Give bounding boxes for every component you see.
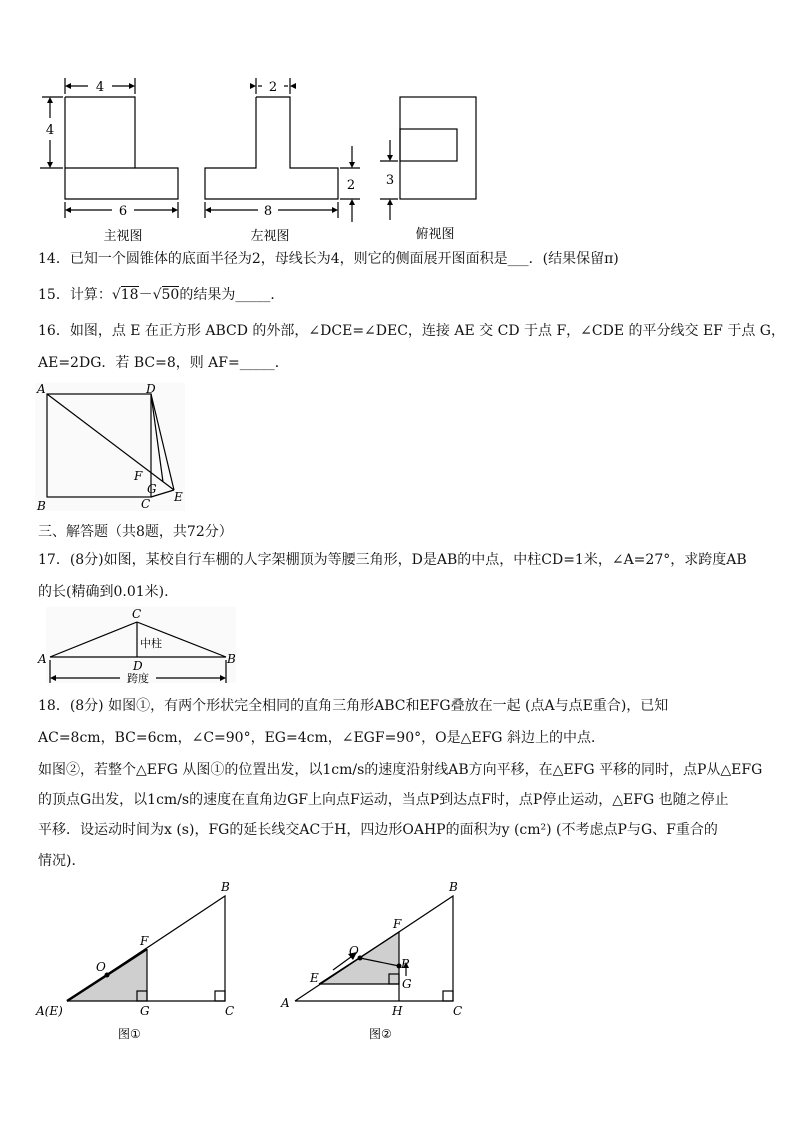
fig2-label-E: E (310, 971, 319, 985)
q17-label-D: D (133, 659, 143, 673)
question-18-line-5: 平移．设运动时间为x (s)，FG的延长线交AC于H，四边形OAHP的面积为y (cm²) (不考虑点P与G、F重合的 (38, 822, 718, 838)
square-figure (35, 383, 195, 518)
fig2-label-B: B (449, 880, 458, 894)
q15-minus: － (138, 287, 153, 303)
question-16-line-1: 16．如图，点 E 在正方形 ABCD 的外部，∠DCE=∠DEC，连接 AE 交 CD 于点 F，∠CDE 的平分线交 EF 于点 G， (38, 323, 785, 339)
q16-label-A: A (37, 382, 46, 396)
section-3-heading: 三、解答题（共8题，共72分） (38, 524, 233, 540)
front-dim-bottom: 6 (118, 204, 128, 219)
front-dim-left: 4 (45, 123, 55, 138)
q17-label-A: A (38, 652, 47, 666)
question-18-line-4: 的顶点G出发，以1cm/s的速度在直角边GF上向点F运动，当点P到达点F时，点P停止运动，△EFG 也随之停止 (38, 792, 729, 808)
roof-figure (36, 605, 241, 685)
fig2-label-H: H (392, 1004, 403, 1018)
left-dim-top: 2 (268, 80, 278, 95)
three-views-figure (30, 70, 500, 245)
left-dim-bottom: 8 (263, 204, 273, 219)
fig2-label-F: F (393, 917, 402, 931)
fig1-label-B: B (221, 880, 230, 894)
fig1-caption: 图① (118, 1027, 141, 1041)
q16-label-B: B (37, 499, 46, 513)
fig1-label-C: C (225, 1004, 235, 1018)
q16-label-C: C (141, 497, 151, 511)
question-17-line-2: 的长(精确到0.01米). (38, 584, 169, 600)
question-18-line-6: 情况)． (38, 853, 86, 869)
q17-label-span: 跨度 (127, 672, 149, 685)
sqrt-sign: √ (111, 287, 121, 303)
top-view-outer (400, 97, 476, 199)
q16-label-D: D (146, 382, 156, 396)
left-view-caption: 左视图 (250, 229, 290, 244)
front-view-caption: 主视图 (103, 229, 143, 244)
fig2-label-A: A (281, 996, 290, 1010)
top-view-inner (400, 129, 457, 161)
left-dim-right: 2 (346, 178, 356, 193)
q15-radicand-1: 18 (120, 287, 139, 303)
q16-label-F: F (134, 469, 143, 483)
top-dim-left: 3 (385, 173, 395, 188)
front-dim-top: 4 (95, 80, 105, 95)
question-18-line-3: 如图②，若整个△EFG 从图①的位置出发，以1cm/s的速度沿射线AB方向平移，在△EFG 平移的同时，点P从△EFG (38, 762, 763, 778)
q16-label-G: G (147, 482, 157, 496)
q16-label-E: E (174, 490, 183, 504)
question-16-line-2: AE=2DG．若 BC=8，则 AF=_____． (38, 355, 289, 371)
question-18-line-2: AC=8cm，BC=6cm，∠C=90°，EG=4cm，∠EGF=90°，O是△EFG 斜边上的中点． (38, 730, 605, 746)
fig1-label-F: F (140, 934, 149, 948)
question-15 (38, 285, 284, 305)
fig2-caption: 图② (369, 1027, 392, 1041)
q15-prefix: 15．计算： (38, 287, 112, 303)
q17-label-B: B (227, 652, 236, 666)
top-view-caption: 俯视图 (415, 227, 455, 242)
question-14: 14．已知一个圆锥体的底面半径为2，母线长为4，则它的侧面展开图面积是___．(结果保留π) (38, 251, 619, 267)
fig1-label-O: O (96, 960, 106, 974)
question-17-line-1: 17．(8分)如图，某校自行车棚的人字架棚顶为等腰三角形，D是AB的中点，中柱CD=1米，∠A=27°，求跨度AB (38, 552, 747, 568)
fig2-label-O: O (349, 944, 359, 958)
q17-label-pillar: 中柱 (140, 637, 162, 650)
fig2-label-P: P (401, 957, 410, 971)
q17-label-C: C (132, 607, 142, 621)
sqrt-sign: √ (152, 287, 162, 303)
fig2-label-C: C (453, 1004, 463, 1018)
fig1-label-A: A(E) (36, 1004, 63, 1018)
q15-radicand-2: 50 (161, 287, 180, 303)
fig1-label-G: G (140, 1004, 150, 1018)
fig2-label-G: G (402, 977, 412, 991)
figure-2 (275, 878, 475, 1043)
left-view-shape (205, 97, 338, 199)
front-view-shape (65, 97, 178, 199)
figure-1 (30, 878, 250, 1043)
q15-suffix: 的结果为_____． (179, 287, 285, 303)
question-18-line-1: 18．(8分) 如图①，有两个形状完全相同的直角三角形ABC和EFG叠放在一起 (点A与点E重合)，已知 (38, 698, 669, 714)
